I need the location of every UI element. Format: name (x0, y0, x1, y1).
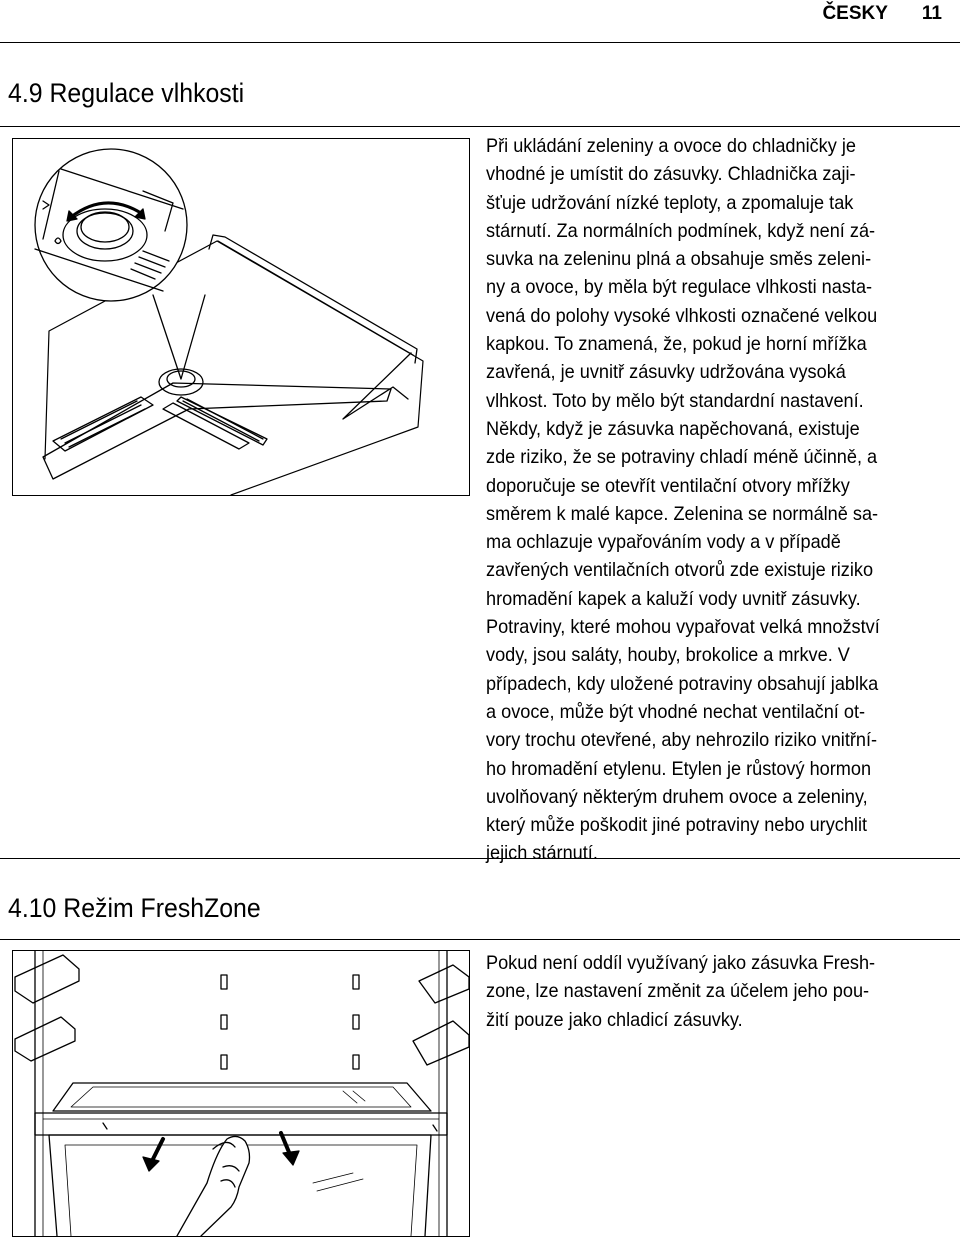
section-rule (0, 126, 960, 127)
text-line: doporučuje se otevřít ventilační otvory mřížky (486, 474, 850, 497)
text-line: zavřených ventilačních otvorů zde existuje riziko (486, 559, 874, 582)
text-line: případech, kdy uložené potraviny obsahují jablka (486, 672, 879, 695)
freshzone-drawer-illustration (12, 950, 470, 1237)
text-line: který může poškodit jiné potraviny nebo urychlit (486, 814, 868, 837)
text-line: směrem k malé kapce. Zelenina se normálně sa- (486, 502, 879, 525)
humidity-control-illustration (12, 138, 470, 496)
text-line: hromadění kapek a kaluží vody uvnitř zásuvky. (486, 587, 861, 610)
text-line: Někdy, když je zásuvka napěchovaná, existuje (486, 417, 860, 440)
section-title-text: Regulace vlhkosti (49, 78, 245, 108)
text-line: jejich stárnutí. (486, 842, 598, 865)
text-line: vory trochu otevřené, aby nehrozilo riziko vnitřní- (486, 729, 878, 752)
section-number: 4.10 (8, 893, 57, 923)
text-line: a ovoce, může být vhodné nechat ventilační ot- (486, 700, 866, 723)
text-line: zde riziko, že se potraviny chladí méně účinně, a (486, 446, 878, 469)
text-line: Pokud není oddíl využívaný jako zásuvka Fresh- (486, 952, 876, 974)
text-line: ho hromadění etylenu. Etylen je růstový hormon (486, 757, 872, 780)
text-line: Potraviny, které mohou vypařovat velká množství (486, 616, 880, 639)
section-rule (0, 939, 960, 940)
text-line: suvka na zeleninu plná a obsahuje směs zeleni- (486, 248, 872, 271)
text-line: vody, jsou saláty, houby, brokolice a mrkve. V (486, 644, 850, 667)
freshzone-body-text (486, 949, 923, 1034)
text-line: vená do polohy vysoké vlhkosti označené velkou (486, 304, 878, 327)
text-line: šťuje udržování nízké teploty, a zpomaluje tak (486, 191, 854, 214)
text-line: kapkou. To znamená, že, pokud je horní mřížka (486, 333, 867, 356)
text-line: Při ukládání zeleniny a ovoce do chladničky je (486, 135, 856, 157)
text-line: zavřená, je uvnitř zásuvky udržována vysoká (486, 361, 846, 384)
humidity-body-text (486, 132, 923, 868)
text-line: žití pouze jako chladicí zásuvky. (486, 1008, 743, 1031)
header-language: ČESKY (822, 3, 888, 24)
text-line: ny a ovoce, by měla být regulace vlhkosti nasta- (486, 276, 873, 299)
page-header (822, 0, 942, 28)
section-divider (0, 858, 960, 859)
text-line: uvolňovaný některým druhem ovoce a zeleniny, (486, 785, 868, 808)
text-line: ma ochlazuje vypařováním vody a v případě (486, 531, 841, 554)
section-title-humidity (8, 76, 244, 110)
section-title-text: Režim FreshZone (63, 893, 261, 923)
page-number: 11 (921, 3, 942, 24)
header-rule (0, 42, 960, 43)
text-line: zone, lze nastavení změnit za účelem jeho pou- (486, 980, 870, 1003)
section-number: 4.9 (8, 78, 43, 108)
section-title-freshzone (8, 891, 261, 925)
text-line: vhodné je umístit do zásuvky. Chladnička zaji- (486, 163, 856, 186)
text-line: stárnutí. Za normálních podmínek, když není zá- (486, 219, 876, 242)
text-line: vlhkost. Toto by mělo být standardní nastavení. (486, 389, 864, 412)
